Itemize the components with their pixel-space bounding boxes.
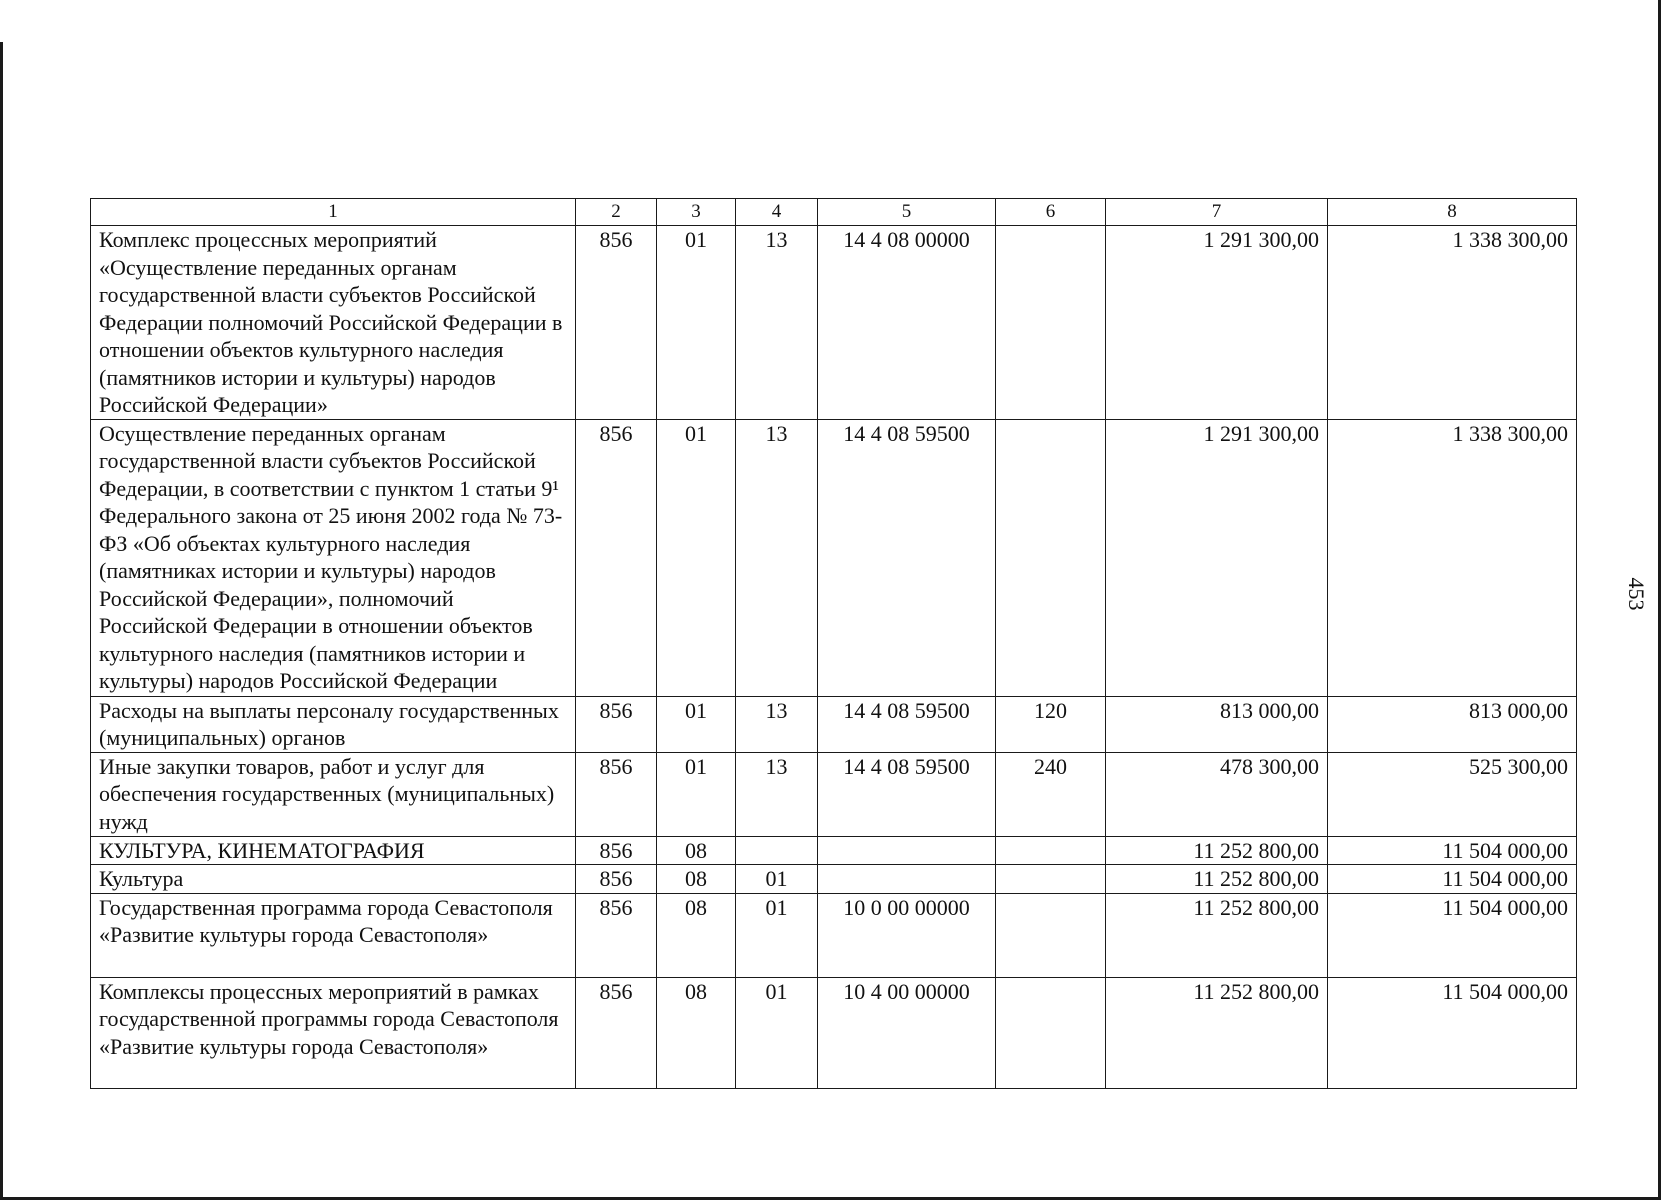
row-section-code: 08: [657, 977, 736, 1088]
row-expense-type: [996, 893, 1106, 977]
row-amount-col7: 11 252 800,00: [1106, 865, 1328, 894]
row-name: Культура: [91, 865, 576, 894]
row-amount-col8: 11 504 000,00: [1328, 977, 1577, 1088]
row-amount-col7: 11 252 800,00: [1106, 977, 1328, 1088]
row-amount-col7: 813 000,00: [1106, 696, 1328, 752]
row-ministry-code: 856: [576, 419, 657, 696]
column-number-1: 1: [91, 199, 576, 226]
row-subsection-code: 01: [736, 893, 818, 977]
row-target-article: 14 4 08 59500: [818, 752, 996, 836]
column-number-4: 4: [736, 199, 818, 226]
row-section-code: 08: [657, 836, 736, 865]
table-row: [91, 865, 1577, 894]
table-row: [91, 752, 1577, 836]
row-subsection-code: 13: [736, 419, 818, 696]
budget-table: [90, 198, 1577, 1089]
row-subsection-code: 13: [736, 226, 818, 420]
row-ministry-code: 856: [576, 893, 657, 977]
row-amount-col8: 11 504 000,00: [1328, 865, 1577, 894]
table-row: [91, 836, 1577, 865]
row-target-article: 14 4 08 59500: [818, 419, 996, 696]
row-section-code: 01: [657, 226, 736, 420]
row-subsection-code: 13: [736, 752, 818, 836]
row-ministry-code: 856: [576, 865, 657, 894]
row-section-code: 01: [657, 752, 736, 836]
row-target-article: 10 0 00 00000: [818, 893, 996, 977]
row-expense-type: [996, 865, 1106, 894]
table-header-row: [91, 199, 1577, 226]
row-name: Расходы на выплаты персоналу государственных (муниципальных) органов: [91, 696, 576, 752]
row-name: Иные закупки товаров, работ и услуг для обеспечения государственных (муниципальных) нужд: [91, 752, 576, 836]
row-amount-col8: 1 338 300,00: [1328, 226, 1577, 420]
row-amount-col7: 478 300,00: [1106, 752, 1328, 836]
table-row: [91, 977, 1577, 1088]
row-amount-col8: 525 300,00: [1328, 752, 1577, 836]
table-row: [91, 226, 1577, 420]
row-amount-col7: 11 252 800,00: [1106, 893, 1328, 977]
table-row: [91, 696, 1577, 752]
row-amount-col7: 11 252 800,00: [1106, 836, 1328, 865]
row-target-article: [818, 865, 996, 894]
row-expense-type: [996, 977, 1106, 1088]
row-expense-type: 120: [996, 696, 1106, 752]
column-number-3: 3: [657, 199, 736, 226]
row-section-code: 01: [657, 419, 736, 696]
row-target-article: [818, 836, 996, 865]
row-name: КУЛЬТУРА, КИНЕМАТОГРАФИЯ: [91, 836, 576, 865]
column-number-2: 2: [576, 199, 657, 226]
row-target-article: 14 4 08 59500: [818, 696, 996, 752]
row-expense-type: [996, 419, 1106, 696]
row-name: Комплексы процессных мероприятий в рамках государственной программы города Севастополя «Развитие культуры города Севастополя»: [91, 977, 576, 1088]
row-ministry-code: 856: [576, 226, 657, 420]
page-number: 453: [1624, 577, 1649, 611]
row-expense-type: [996, 836, 1106, 865]
row-target-article: 10 4 00 00000: [818, 977, 996, 1088]
row-expense-type: [996, 226, 1106, 420]
table-row: [91, 419, 1577, 696]
page-border-left: [0, 42, 3, 1200]
row-expense-type: 240: [996, 752, 1106, 836]
table-row: [91, 893, 1577, 977]
row-subsection-code: 13: [736, 696, 818, 752]
row-subsection-code: 01: [736, 865, 818, 894]
row-amount-col7: 1 291 300,00: [1106, 226, 1328, 420]
row-section-code: 01: [657, 696, 736, 752]
row-target-article: 14 4 08 00000: [818, 226, 996, 420]
row-name: Комплекс процессных мероприятий «Осуществление переданных органам государственной власти субъектов Российской Федерации полномочий Российской Федерации в отношении объектов культурного наследия (памятников истории и культуры) народов Российской Федерации»: [91, 226, 576, 420]
row-ministry-code: 856: [576, 752, 657, 836]
row-amount-col8: 11 504 000,00: [1328, 893, 1577, 977]
column-number-8: 8: [1328, 199, 1577, 226]
row-ministry-code: 856: [576, 977, 657, 1088]
row-subsection-code: [736, 836, 818, 865]
row-ministry-code: 856: [576, 696, 657, 752]
row-amount-col8: 11 504 000,00: [1328, 836, 1577, 865]
row-amount-col7: 1 291 300,00: [1106, 419, 1328, 696]
row-name: Государственная программа города Севастополя «Развитие культуры города Севастополя»: [91, 893, 576, 977]
column-number-7: 7: [1106, 199, 1328, 226]
row-amount-col8: 813 000,00: [1328, 696, 1577, 752]
row-name: Осуществление переданных органам государственной власти субъектов Российской Федерации, в соответствии с пунктом 1 статьи 9¹ Федерального закона от 25 июня 2002 года № 73-ФЗ «Об объектах культурного наследия (памятниках истории и культуры) народов Российской Федерации», полномочий Российской Федерации в отношении объектов культурного наследия (памятников истории и культуры) народов Российской Федерации: [91, 419, 576, 696]
row-amount-col8: 1 338 300,00: [1328, 419, 1577, 696]
row-section-code: 08: [657, 893, 736, 977]
column-number-5: 5: [818, 199, 996, 226]
row-section-code: 08: [657, 865, 736, 894]
column-number-6: 6: [996, 199, 1106, 226]
row-ministry-code: 856: [576, 836, 657, 865]
row-subsection-code: 01: [736, 977, 818, 1088]
